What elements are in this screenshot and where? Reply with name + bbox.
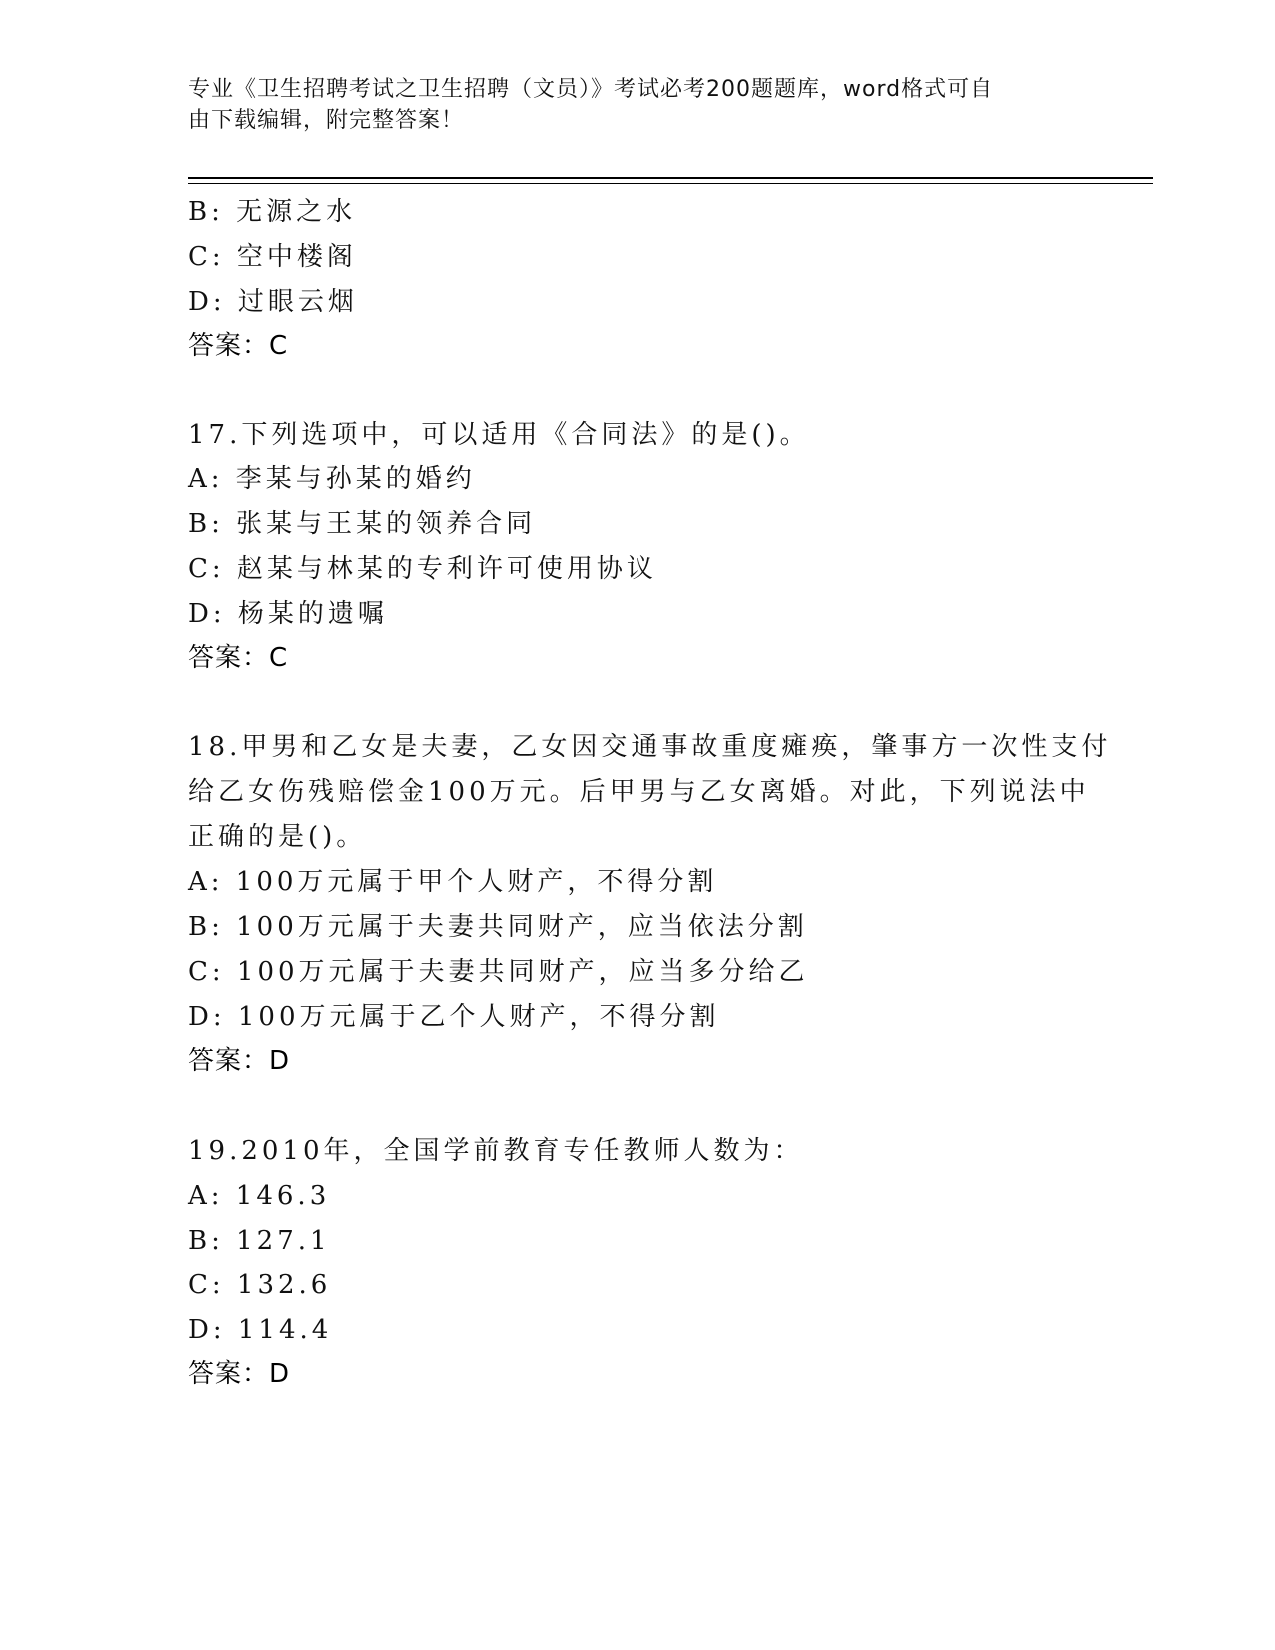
q18-option-d: D: 100万元属于乙个人财产，不得分割 xyxy=(188,1002,720,1032)
q17-stem: 17.下列选项中，可以适用《合同法》的是()。 xyxy=(188,420,810,450)
q18-option-a: A: 100万元属于甲个人财产，不得分割 xyxy=(188,867,718,897)
q19-option-a: A: 146.3 xyxy=(188,1181,331,1211)
q17-option-a: A: 李某与孙某的婚约 xyxy=(188,464,476,494)
header-line-2: 由下载编辑，附完整答案！ xyxy=(188,108,465,133)
q17-option-d: D: 杨某的遗嘱 xyxy=(188,599,388,629)
q18-stem-line-1: 18.甲男和乙女是夫妻，乙女因交通事故重度瘫痪，肇事方一次性支付 xyxy=(188,732,1112,762)
header-rule-thick xyxy=(188,177,1153,179)
q17-option-c: C: 赵某与林某的专利许可使用协议 xyxy=(188,554,657,584)
q19-stem: 19.2010年，全国学前教育专任教师人数为： xyxy=(188,1136,804,1166)
q18-stem-line-3: 正确的是()。 xyxy=(188,822,367,852)
prev-option-b: B: 无源之水 xyxy=(188,197,357,227)
prev-option-c: C: 空中楼阁 xyxy=(188,242,357,272)
q19-option-c: C: 132.6 xyxy=(188,1270,332,1300)
q19-answer: 答案：D xyxy=(188,1359,291,1389)
header-rule-thin xyxy=(188,183,1153,184)
header-line-1: 专业《卫生招聘考试之卫生招聘（文员）》考试必考200题题库，word格式可自 xyxy=(188,77,994,102)
prev-option-d: D: 过眼云烟 xyxy=(188,287,358,317)
q18-option-b: B: 100万元属于夫妻共同财产，应当依法分割 xyxy=(188,912,808,942)
q17-answer: 答案：C xyxy=(188,643,289,673)
q19-option-b: B: 127.1 xyxy=(188,1226,331,1256)
document-header xyxy=(188,74,1068,136)
q17-option-b: B: 张某与王某的领养合同 xyxy=(188,509,537,539)
q18-answer: 答案：D xyxy=(188,1046,291,1076)
q18-option-c: C: 100万元属于夫妻共同财产，应当多分给乙 xyxy=(188,957,809,987)
q19-option-d: D: 114.4 xyxy=(188,1315,333,1345)
q18-stem-line-2: 给乙女伤残赔偿金100万元。后甲男与乙女离婚。对此，下列说法中 xyxy=(188,777,1090,807)
prev-answer: 答案：C xyxy=(188,331,289,361)
